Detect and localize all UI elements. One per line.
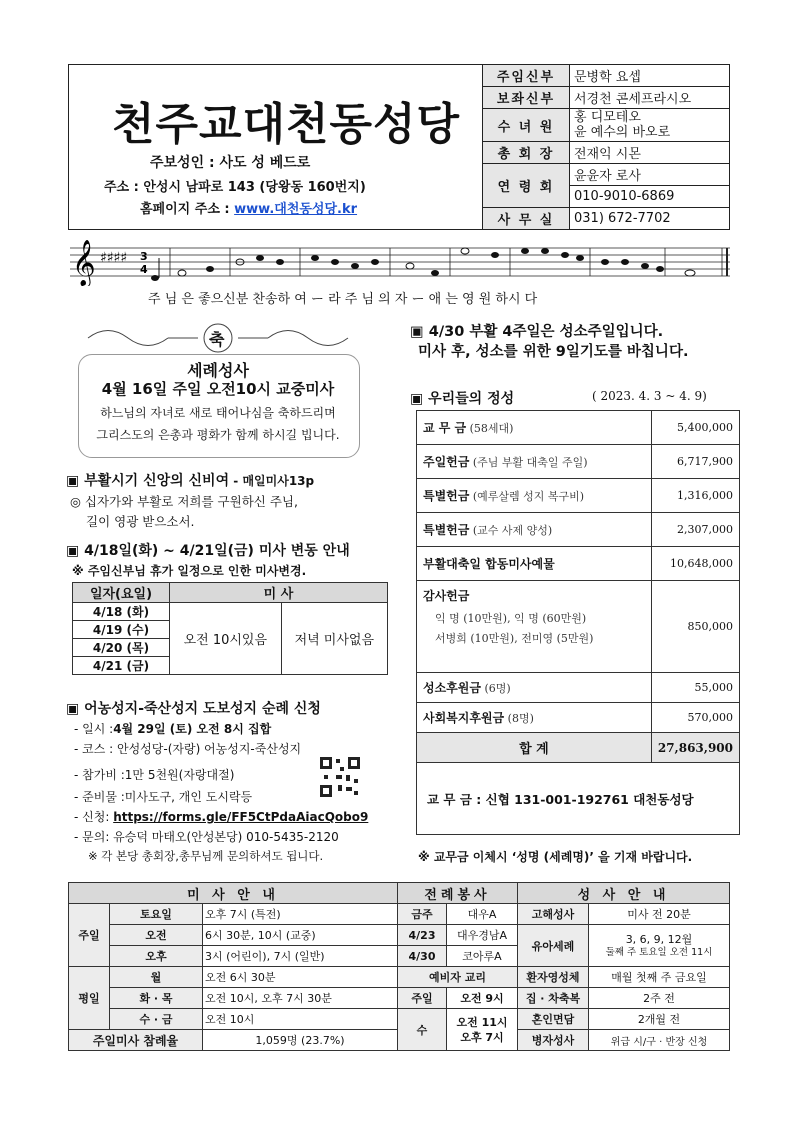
staff-name: 문병학 요셉 xyxy=(570,65,730,87)
staff-table xyxy=(482,64,730,230)
schedule-evening: 저녁 미사없음 xyxy=(281,603,387,675)
sick-communion-label: 환자영성체 xyxy=(518,967,589,988)
offering-item xyxy=(417,703,652,733)
staff-name: 전재익 시몬 xyxy=(570,142,730,164)
offering-item xyxy=(417,547,652,581)
schedule-morning: 오전 10시있음 xyxy=(170,603,282,675)
svg-text:♯♯♯♯: ♯♯♯♯ xyxy=(100,250,128,266)
thanks-donors2: 서병희 (10만원), 전미영 (5만원) xyxy=(435,632,594,645)
infant-baptism-label: 유아세례 xyxy=(518,925,589,967)
address: 주소 : 안성시 남파로 143 (당왕동 160번지) xyxy=(104,180,366,195)
staff-name: 서경천 콘세프라시오 xyxy=(570,87,730,109)
schedule-col-date: 일자(요일) xyxy=(73,583,170,603)
offering-total-label: 합 계 xyxy=(417,733,652,763)
staff-role: 총 회 장 xyxy=(483,142,570,164)
offering-amount: 10,648,000 xyxy=(651,547,739,581)
svg-text:4: 4 xyxy=(140,263,148,276)
wedfri-time: 오전 10시 xyxy=(203,1009,398,1030)
pilgrimage-date-value: 4월 29일 (토) 오전 8시 집합 xyxy=(113,722,272,736)
confession-time: 미사 전 20분 xyxy=(589,904,730,925)
offering-amount: 570,000 xyxy=(651,703,739,733)
serve-team: 코아루A xyxy=(447,946,518,967)
serve-team: 대우A xyxy=(447,904,518,925)
infant-months: 3, 6, 9, 12월 xyxy=(625,932,693,946)
sacrament-header: 성 사 안 내 xyxy=(518,883,730,904)
homepage-link[interactable]: www.대천동성당.kr xyxy=(234,202,358,217)
mon-label: 월 xyxy=(110,967,203,988)
offering-amount: 5,400,000 xyxy=(651,411,739,445)
schedule-date: 4/18 (화) xyxy=(73,603,170,621)
schedule-title: 4/18일(화) ~ 4/21일(금) 미사 변동 안내 xyxy=(84,543,350,559)
wedfri-label: 수 · 금 xyxy=(110,1009,203,1030)
sick-communion-time: 매월 첫째 주 금요일 xyxy=(589,967,730,988)
tuethu-time: 오전 10시, 오후 7시 30분 xyxy=(203,988,398,1009)
mon-time: 오전 6시 30분 xyxy=(203,967,398,988)
pilgrimage-title: 어농성지-죽산성지 도보성지 순례 신청 xyxy=(84,701,321,717)
notice-line1: ▣ 4/30 부활 4주일은 성소주일입니다. xyxy=(410,324,664,340)
offering-amount: 6,717,900 xyxy=(651,445,739,479)
baptism-when: 4월 16일 주일 오전10시 교중미사 xyxy=(101,380,335,398)
weekday-label: 평일 xyxy=(69,967,110,1030)
pilgrimage-date xyxy=(74,720,271,737)
thanks-offering xyxy=(417,581,652,673)
schedule-date: 4/20 (목) xyxy=(73,639,170,657)
baptism-box xyxy=(68,318,368,462)
confession-label: 고해성사 xyxy=(518,904,589,925)
offering-table xyxy=(416,410,740,835)
staff-role: 보좌신부 xyxy=(483,87,570,109)
pm-time: 3시 (어린이), 7시 (일반) xyxy=(203,946,398,967)
infant-baptism-time xyxy=(589,925,730,967)
thanks-label: 감사헌금 xyxy=(423,589,470,603)
parish-title: 천주교대천동성당 xyxy=(112,99,461,150)
pilgrimage-date-label: - 일시 : xyxy=(74,722,114,736)
homepage-label: 홈페이지 주소 : xyxy=(140,202,235,217)
cat-wed-time xyxy=(447,1009,518,1051)
pilgrimage-form-link[interactable]: https://forms.gle/FF5CtPdaAiacQobo9 xyxy=(113,810,369,824)
offering-desc: (8명) xyxy=(504,712,534,725)
offering-account: 교 무 금 : 신협 131-001-192761 대천동성당 xyxy=(417,763,740,835)
serve-week: 금주 xyxy=(398,904,447,925)
offering-label: 사회복지후원금 xyxy=(423,711,505,725)
schedule-date: 4/21 (금) xyxy=(73,657,170,675)
baptism-title: 세례성사 xyxy=(187,361,249,380)
cat-wed-am: 오전 11시 xyxy=(456,1015,508,1029)
homepage xyxy=(140,198,357,217)
sat-time: 오후 7시 (특전) xyxy=(203,904,398,925)
offering-item xyxy=(417,513,652,547)
house-blessing-label: 집 · 차축복 xyxy=(518,988,589,1009)
house-blessing-time: 2주 전 xyxy=(589,988,730,1009)
am-label: 오전 xyxy=(110,925,203,946)
offering-amount: 1,316,000 xyxy=(651,479,739,513)
offering-amount: 850,000 xyxy=(651,581,739,673)
sunday-label: 주일 xyxy=(69,904,110,967)
cat-wed-pm: 오후 7시 xyxy=(460,1030,504,1044)
schedule-table xyxy=(72,582,388,675)
offering-period: ( 2023. 4. 3 ~ 4. 9) xyxy=(592,389,707,403)
mystery-suffix: - 매일미사13p xyxy=(229,474,315,488)
offering-label: 주일헌금 xyxy=(423,455,470,469)
liturgy-serve-header: 전례봉사 xyxy=(398,883,518,904)
offering-desc: (주님 부활 대축일 주일) xyxy=(469,456,588,469)
patron-saint: 주보성인 : 사도 성 베드로 xyxy=(150,155,311,171)
hymn-lyrics: 주 님 은 좋으신분 찬송하 여 ー 라 주 님 의 자 ー 애 는 영 원 하시 다 xyxy=(148,292,538,307)
baptism-msg1: 하느님의 자녀로 새로 태어나심을 축하드리며 xyxy=(100,406,336,420)
staff-name: 031) 672-7702 xyxy=(570,208,730,230)
pilgrimage-prep: - 준비물 :미사도구, 개인 도시락등 xyxy=(74,790,253,804)
svg-text:3: 3 xyxy=(140,250,148,263)
schedule-note: ※ 주임신부님 휴가 일정으로 인한 미사변경. xyxy=(72,564,307,578)
mass-guide-header: 미 사 안 내 xyxy=(69,883,398,904)
staff-phone: 010-9010-6869 xyxy=(570,186,730,208)
offering-desc: (예루살렘 성지 복구비) xyxy=(469,490,585,503)
offering-item xyxy=(417,445,652,479)
staff-role: 사 무 실 xyxy=(483,208,570,230)
offering-label: 교 무 금 xyxy=(423,421,467,435)
staff-name-group xyxy=(570,109,730,142)
cat-sun-time: 오전 9시 xyxy=(447,988,518,1009)
pilgrimage-heading: ▣ 어농성지-죽산성지 도보성지 순례 신청 xyxy=(66,701,321,717)
offering-account-note: ※ 교무금 이체시 ‘성명 (세례명)’ 을 기재 바랍니다. xyxy=(418,850,693,864)
offering-desc: (교수 사제 양성) xyxy=(469,524,553,537)
pilgrimage-note: ※ 각 본당 총회장,총무님께 문의하셔도 됩니다. xyxy=(88,849,324,863)
infant-day: 둘째 주 토요일 오전 11시 xyxy=(605,946,713,958)
pilgrimage-fee: - 참가비 :1만 5천원(자랑대절) xyxy=(74,768,235,782)
staff-role: 연 령 회 xyxy=(483,164,570,208)
baptism-msg2: 그리스도의 은총과 평화가 함께 하시길 빕니다. xyxy=(96,428,340,442)
schedule-heading: ▣ 4/18일(화) ~ 4/21일(금) 미사 변동 안내 xyxy=(66,543,350,559)
staff-name: 홍 디모테오 xyxy=(574,110,641,125)
pilgrimage-apply-label: - 신청: xyxy=(74,810,114,824)
staff-name: 윤윤자 로사 xyxy=(570,164,730,186)
offering-item xyxy=(417,673,652,703)
tuethu-label: 화 · 목 xyxy=(110,988,203,1009)
mystery-title: 부활시기 신앙의 신비여 xyxy=(84,473,230,489)
offering-amount: 55,000 xyxy=(651,673,739,703)
offering-desc: (58세대) xyxy=(466,422,514,435)
schedule-col-mass: 미 사 xyxy=(170,583,388,603)
staff-role: 주임신부 xyxy=(483,65,570,87)
offering-item xyxy=(417,411,652,445)
qr-code-icon[interactable] xyxy=(318,755,362,799)
notice-line2: 미사 후, 성소를 위한 9일기도를 바칩니다. xyxy=(418,344,689,360)
treble-clef-icon: 𝄞 xyxy=(72,240,96,286)
pilgrimage-course: - 코스 : 안성성당-(자랑) 어농성지-죽산성지 xyxy=(74,742,302,756)
mass-info-table xyxy=(68,882,730,1051)
mystery-line1: ◎ 십자가와 부활로 저희를 구원하신 주님, xyxy=(70,494,298,509)
offering-amount: 2,307,000 xyxy=(651,513,739,547)
pilgrimage-contact: - 문의: 유승덕 마태오(안성본당) 010-5435-2120 xyxy=(74,830,339,844)
offering-desc: (6명) xyxy=(480,682,511,695)
am-time: 6시 30분, 10시 (교중) xyxy=(203,925,398,946)
attendance-value: 1,059명 (23.7%) xyxy=(203,1030,398,1051)
serve-week: 4/30 xyxy=(398,946,447,967)
pm-label: 오후 xyxy=(110,946,203,967)
serve-week: 4/23 xyxy=(398,925,447,946)
cat-sun-label: 주일 xyxy=(398,988,447,1009)
offering-item xyxy=(417,479,652,513)
mystery-line2: 길이 영광 받으소서. xyxy=(86,514,195,529)
illness-time: 위급 시/구 · 반장 신청 xyxy=(589,1030,730,1051)
illness-label: 병자성사 xyxy=(518,1030,589,1051)
mystery-heading: ▣ 부활시기 신앙의 신비여 - 매일미사13p xyxy=(66,473,315,489)
offering-label: 성소후원금 xyxy=(423,681,481,695)
staff-name: 윤 예수의 바오로 xyxy=(574,125,671,140)
marriage-label: 혼인면담 xyxy=(518,1009,589,1030)
cat-wed-label: 수 xyxy=(398,1009,447,1051)
pilgrimage-apply xyxy=(74,808,368,825)
offering-label: 특별헌금 xyxy=(423,489,470,503)
serve-team: 대우경남A xyxy=(447,925,518,946)
music-staff xyxy=(70,238,730,286)
offering-label: 부활대축일 합동미사예물 xyxy=(423,557,555,571)
sat-label: 토요일 xyxy=(110,904,203,925)
thanks-donors1: 익 명 (10만원), 익 명 (60만원) xyxy=(435,612,587,625)
schedule-date: 4/19 (수) xyxy=(73,621,170,639)
offering-total: 27,863,900 xyxy=(651,733,739,763)
offering-label: 특별헌금 xyxy=(423,523,470,537)
catechism-header: 예비자 교리 xyxy=(398,967,518,988)
attendance-label: 주일미사 참례율 xyxy=(69,1030,203,1051)
offering-title: ▣ 우리들의 정성 xyxy=(410,391,515,407)
staff-role: 수 녀 원 xyxy=(483,109,570,142)
marriage-time: 2개월 전 xyxy=(589,1009,730,1030)
celebrate-badge: 축 xyxy=(209,330,225,349)
